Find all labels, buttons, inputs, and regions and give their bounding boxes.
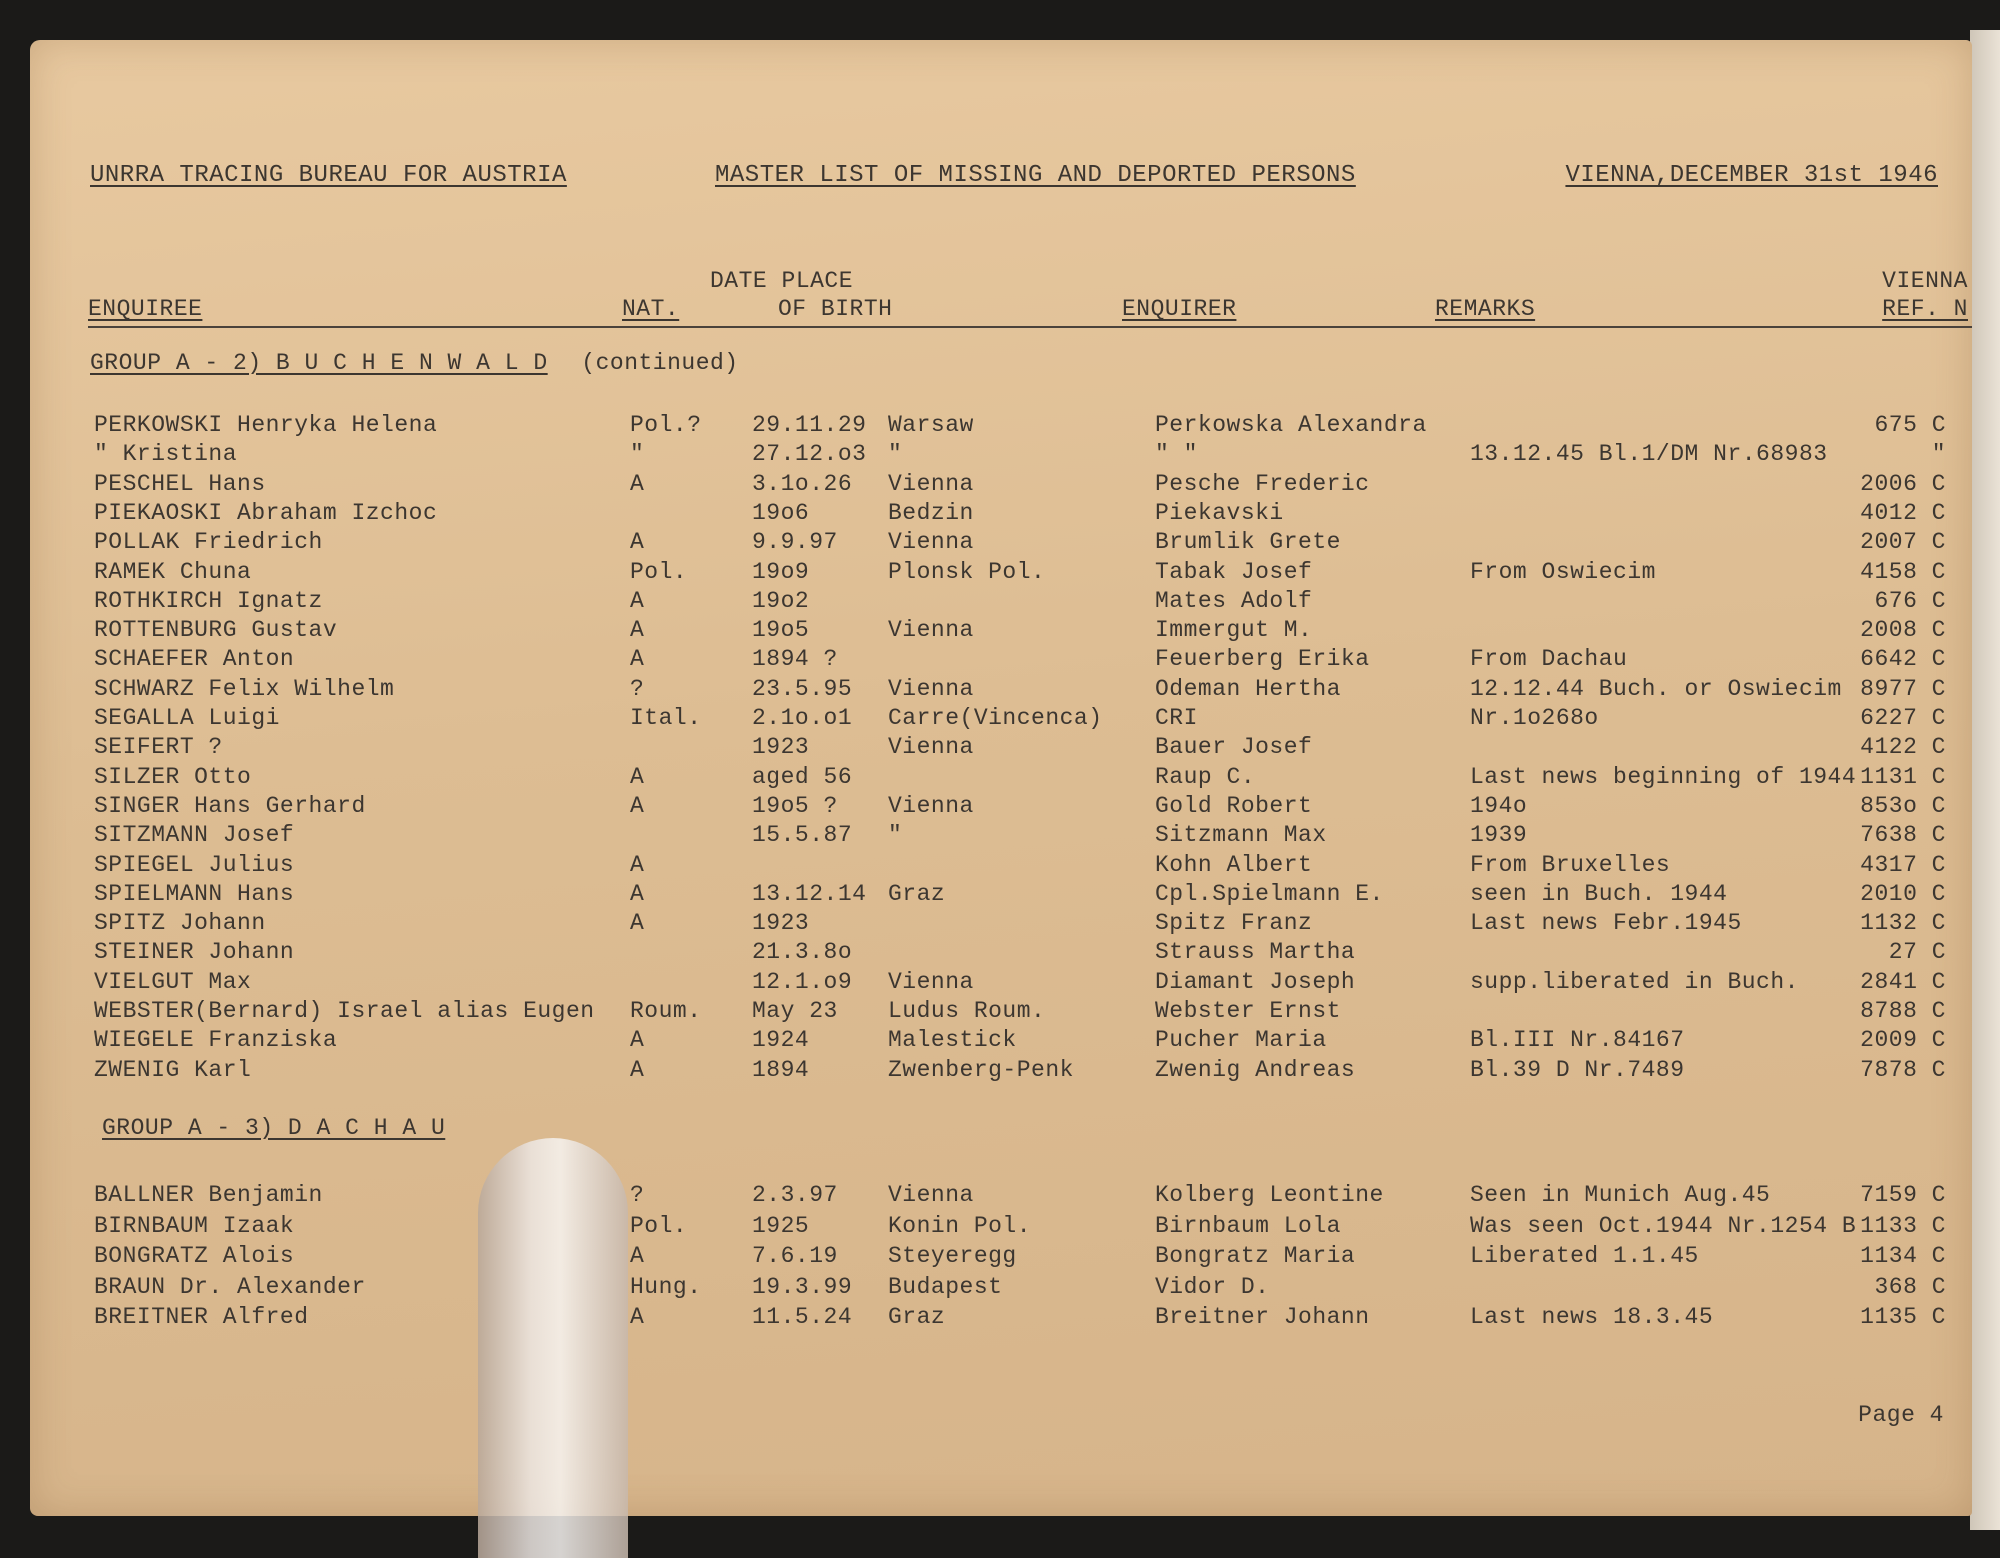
cell-place: Vienna [888, 470, 974, 497]
cell-nat: A [630, 1056, 645, 1083]
cell-enquirer: Webster Ernst [1155, 998, 1341, 1024]
cell-enquiree: SEGALLA Luigi [94, 705, 280, 731]
cell-enquiree: BONGRATZ Alois [94, 1243, 295, 1269]
col-date-place-bottom: OF BIRTH [778, 296, 893, 322]
cell-enquirer: Birnbaum Lola [1155, 1212, 1341, 1239]
cell-enquirer: Bauer Josef [1155, 734, 1313, 761]
cell-remarks: Liberated 1.1.45 [1470, 1243, 1699, 1269]
cell-date: 1923 [752, 910, 810, 937]
col-ref-bottom: REF. N [1882, 296, 1968, 322]
table-row [30, 1182, 1972, 1213]
cell-enquirer: Raup C. [1155, 763, 1256, 790]
cell-remarks: Bl.39 D Nr.7489 [1470, 1056, 1685, 1083]
cell-ref: 8977 C [1860, 675, 1946, 702]
cell-ref: 27 C [1888, 939, 1946, 966]
cell-enquirer: Zwenig Andreas [1155, 1056, 1356, 1083]
cell-date: 1925 [752, 1212, 810, 1239]
cell-enquiree: PERKOWSKI Henryka Helena [94, 412, 438, 438]
cell-ref: 1134 C [1860, 1243, 1946, 1269]
cell-enquirer: Kohn Albert [1155, 851, 1313, 878]
cell-ref: 676 C [1874, 587, 1946, 614]
table-row [30, 734, 1972, 763]
cell-nat: A [630, 529, 645, 556]
cell-place: Vienna [888, 968, 974, 995]
cell-enquirer: Kolberg Leontine [1155, 1182, 1384, 1208]
cell-ref: 8788 C [1860, 998, 1946, 1024]
table-row [30, 500, 1972, 529]
cell-enquiree: SILZER Otto [94, 763, 252, 790]
cell-enquirer: Gold Robert [1155, 792, 1313, 819]
cell-remarks: From Oswiecim [1470, 558, 1656, 585]
cell-ref: 6227 C [1860, 705, 1946, 731]
cell-date: 15.5.87 [752, 822, 853, 849]
cell-nat: A [630, 1027, 645, 1054]
cell-date: 1924 [752, 1027, 810, 1054]
cell-enquirer: Pesche Frederic [1155, 470, 1370, 497]
cell-nat: A [630, 1304, 645, 1330]
cell-ref: 1135 C [1860, 1304, 1946, 1330]
cell-enquiree: BALLNER Benjamin [94, 1182, 323, 1208]
cell-nat: ? [630, 1182, 645, 1208]
cell-enquiree: RAMEK Chuna [94, 558, 252, 585]
cell-place: Vienna [888, 792, 974, 819]
cell-ref: 6642 C [1860, 646, 1946, 673]
cell-enquirer: Perkowska Alexandra [1155, 412, 1427, 438]
table-row [30, 764, 1972, 793]
page-number: Page 4 [1858, 1402, 1944, 1428]
cell-enquiree: SCHWARZ Felix Wilhelm [94, 675, 395, 702]
cell-remarks: 13.12.45 Bl.1/DM Nr.68983 [1470, 441, 1828, 468]
table-row [30, 441, 1972, 470]
group-heading-buchenwald [90, 350, 739, 376]
cell-remarks: Seen in Munich Aug.45 [1470, 1182, 1771, 1208]
table-row [30, 646, 1972, 675]
cell-enquiree: PIEKAOSKI Abraham Izchoc [94, 499, 438, 526]
cell-date: 23.5.95 [752, 675, 853, 702]
cell-nat: A [630, 646, 645, 673]
header-title: MASTER LIST OF MISSING AND DEPORTED PERSONS [715, 162, 1356, 189]
cell-remarks: seen in Buch. 1944 [1470, 880, 1728, 907]
cell-date: 1894 ? [752, 646, 838, 673]
cell-enquiree: BRAUN Dr. Alexander [94, 1273, 366, 1300]
cell-enquirer: Mates Adolf [1155, 587, 1313, 614]
cell-remarks: 194o [1470, 792, 1528, 819]
cell-date: aged 56 [752, 763, 853, 790]
cell-place: Warsaw [888, 412, 974, 438]
table-row [30, 969, 1972, 998]
cell-enquirer: Cpl.Spielmann E. [1155, 880, 1384, 907]
cell-enquirer: Odeman Hertha [1155, 675, 1341, 702]
cell-ref: 4317 C [1860, 851, 1946, 878]
cell-date: 19o5 [752, 617, 810, 644]
cell-ref: 1133 C [1860, 1212, 1946, 1239]
cell-enquirer: Sitzmann Max [1155, 822, 1327, 849]
cell-nat: A [630, 1243, 645, 1269]
cell-enquiree: BIRNBAUM Izaak [94, 1212, 295, 1239]
table-row [30, 1057, 1972, 1086]
cell-date: 2.3.97 [752, 1182, 838, 1208]
cell-date: 1923 [752, 734, 810, 761]
cell-enquirer: Tabak Josef [1155, 558, 1313, 585]
col-enquirer: ENQUIRER [1122, 296, 1237, 322]
cell-enquirer: Vidor D. [1155, 1273, 1270, 1300]
cell-date: 21.3.8o [752, 939, 853, 966]
cell-enquirer: " " [1155, 441, 1198, 468]
cell-ref: 4122 C [1860, 734, 1946, 761]
cell-date: 2.1o.o1 [752, 705, 853, 731]
cell-place: " [888, 441, 903, 468]
cell-enquiree: BREITNER Alfred [94, 1304, 309, 1330]
cell-enquirer: Feuerberg Erika [1155, 646, 1370, 673]
cell-enquirer: Diamant Joseph [1155, 968, 1356, 995]
cell-enquiree: SINGER Hans Gerhard [94, 792, 366, 819]
cell-enquiree: PESCHEL Hans [94, 470, 266, 497]
cell-ref: 1131 C [1860, 763, 1946, 790]
cell-nat: Hung. [630, 1273, 702, 1300]
cell-remarks: 12.12.44 Buch. or Oswiecim [1470, 675, 1842, 702]
cell-date: 13.12.14 [752, 880, 867, 907]
cell-place: Bedzin [888, 499, 974, 526]
cell-place: Plonsk Pol. [888, 558, 1046, 585]
cell-remarks: supp.liberated in Buch. [1470, 968, 1799, 995]
cell-place: " [888, 822, 903, 849]
cell-ref: 7878 C [1860, 1056, 1946, 1083]
cell-ref: 7638 C [1860, 822, 1946, 849]
cell-date: 12.1.o9 [752, 968, 853, 995]
cell-enquirer: Immergut M. [1155, 617, 1313, 644]
table-row [30, 412, 1972, 441]
cell-date: 9.9.97 [752, 529, 838, 556]
cell-place: Steyeregg [888, 1243, 1017, 1269]
cell-nat: Pol. [630, 558, 688, 585]
cell-enquirer: Strauss Martha [1155, 939, 1356, 966]
cell-place: Carre(Vincenca) [888, 705, 1103, 731]
cell-place: Konin Pol. [888, 1212, 1032, 1239]
cell-enquiree: SCHAEFER Anton [94, 646, 295, 673]
next-page-edge [1970, 30, 2000, 1530]
cell-enquiree: WIEGELE Franziska [94, 1027, 338, 1054]
table-row [30, 1213, 1972, 1244]
cell-ref: 368 C [1874, 1273, 1946, 1300]
col-nat: NAT. [622, 296, 680, 322]
cell-date: 7.6.19 [752, 1243, 838, 1269]
cell-enquiree: SEIFERT ? [94, 734, 223, 761]
col-date-place-top: DATE PLACE [710, 268, 854, 294]
cell-enquirer: Bongratz Maria [1155, 1243, 1356, 1269]
header-place-date: VIENNA,DECEMBER 31st 1946 [1565, 162, 1938, 189]
cell-remarks: 1939 [1470, 822, 1528, 849]
cell-nat: A [630, 763, 645, 790]
cell-enquiree: SITZMANN Josef [94, 822, 295, 849]
cell-ref: 2007 C [1860, 529, 1946, 556]
header-rule [88, 326, 1972, 328]
table-row [30, 939, 1972, 968]
cell-place: Malestick [888, 1027, 1017, 1054]
cell-place: Vienna [888, 734, 974, 761]
cell-enquiree: VIELGUT Max [94, 968, 252, 995]
cell-date: 19.3.99 [752, 1273, 853, 1300]
table-row [30, 998, 1972, 1027]
cell-enquirer: Brumlik Grete [1155, 529, 1341, 556]
cell-nat: A [630, 792, 645, 819]
cell-nat: A [630, 470, 645, 497]
cell-nat: A [630, 880, 645, 907]
cell-enquiree: ROTHKIRCH Ignatz [94, 587, 323, 614]
cell-ref: 2009 C [1860, 1027, 1946, 1054]
cell-date: 19o6 [752, 499, 810, 526]
cell-place: Vienna [888, 675, 974, 702]
document-page [30, 40, 1972, 1516]
table-row [30, 1243, 1972, 1274]
binder-clip [478, 1138, 628, 1558]
cell-date: 29.11.29 [752, 412, 867, 438]
cell-date: May 23 [752, 998, 838, 1024]
cell-nat: Roum. [630, 998, 702, 1024]
cell-enquirer: Pucher Maria [1155, 1027, 1327, 1054]
cell-date: 1894 [752, 1056, 810, 1083]
cell-nat: A [630, 617, 645, 644]
cell-enquirer: CRI [1155, 705, 1198, 731]
cell-remarks: Last news 18.3.45 [1470, 1304, 1714, 1330]
cell-date: 3.1o.26 [752, 470, 853, 497]
table-row [30, 881, 1972, 910]
cell-nat: Ital. [630, 705, 702, 731]
cell-enquirer: Breitner Johann [1155, 1304, 1370, 1330]
cell-enquiree: SPIELMANN Hans [94, 880, 295, 907]
cell-date: 19o2 [752, 587, 810, 614]
col-ref-top: VIENNA [1882, 268, 1968, 294]
cell-enquiree: WEBSTER(Bernard) Israel alias Eugen [94, 998, 595, 1024]
group-suffix: (continued) [581, 350, 739, 376]
cell-place: Zwenberg-Penk [888, 1056, 1074, 1083]
cell-place: Ludus Roum. [888, 998, 1046, 1024]
cell-enquiree: POLLAK Friedrich [94, 529, 323, 556]
table-row [30, 793, 1972, 822]
cell-nat: " [630, 441, 645, 468]
cell-ref: 4012 C [1860, 499, 1946, 526]
table-row [30, 471, 1972, 500]
cell-ref: 2841 C [1860, 968, 1946, 995]
cell-enquiree: STEINER Johann [94, 939, 295, 966]
table-row [30, 559, 1972, 588]
cell-ref: 2006 C [1860, 470, 1946, 497]
cell-enquiree: ROTTENBURG Gustav [94, 617, 338, 644]
table-row [30, 910, 1972, 939]
cell-remarks: From Dachau [1470, 646, 1628, 673]
table-row [30, 1027, 1972, 1056]
cell-enquiree: SPIEGEL Julius [94, 851, 295, 878]
group-title: GROUP A - 2) B U C H E N W A L D [90, 350, 548, 376]
cell-place: Vienna [888, 529, 974, 556]
cell-ref: 4158 C [1860, 558, 1946, 585]
cell-remarks: Was seen Oct.1944 Nr.1254 B [1470, 1212, 1857, 1239]
cell-date: 11.5.24 [752, 1304, 853, 1330]
cell-place: Vienna [888, 617, 974, 644]
cell-date: 19o9 [752, 558, 810, 585]
cell-enquirer: Piekavski [1155, 499, 1284, 526]
cell-place: Budapest [888, 1273, 1003, 1300]
cell-place: Graz [888, 1304, 946, 1330]
cell-nat: Pol. [630, 1212, 688, 1239]
table-row [30, 852, 1972, 881]
group-heading-dachau [102, 1115, 445, 1141]
cell-remarks: From Bruxelles [1470, 851, 1671, 878]
cell-nat: ? [630, 675, 645, 702]
cell-date: 19o5 ? [752, 792, 838, 819]
table-row [30, 617, 1972, 646]
table-row [30, 676, 1972, 705]
cell-nat: A [630, 851, 645, 878]
group-title: GROUP A - 3) D A C H A U [102, 1115, 446, 1141]
cell-enquirer: Spitz Franz [1155, 910, 1313, 937]
cell-ref: 675 C [1874, 412, 1946, 438]
cell-enquiree: " Kristina [94, 441, 238, 468]
cell-ref: 1132 C [1860, 910, 1946, 937]
table-row [30, 705, 1972, 734]
table-row [30, 1274, 1972, 1305]
cell-ref: 2008 C [1860, 617, 1946, 644]
cell-nat: A [630, 587, 645, 614]
cell-enquiree: ZWENIG Karl [94, 1056, 252, 1083]
table-row [30, 588, 1972, 617]
table-row [30, 529, 1972, 558]
col-remarks: REMARKS [1435, 296, 1536, 322]
cell-remarks: Last news Febr.1945 [1470, 910, 1742, 937]
cell-place: Vienna [888, 1182, 974, 1208]
cell-nat: Pol.? [630, 412, 702, 438]
cell-remarks: Last news beginning of 1944 [1470, 763, 1857, 790]
cell-ref: 853o C [1860, 792, 1946, 819]
header-org: UNRRA TRACING BUREAU FOR AUSTRIA [90, 162, 567, 189]
cell-date: 27.12.o3 [752, 441, 867, 468]
cell-ref: 7159 C [1860, 1182, 1946, 1208]
cell-ref: 2010 C [1860, 880, 1946, 907]
cell-ref: " [1931, 441, 1946, 468]
cell-enquiree: SPITZ Johann [94, 910, 266, 937]
cell-remarks: Bl.III Nr.84167 [1470, 1027, 1685, 1054]
cell-nat: A [630, 910, 645, 937]
col-enquiree: ENQUIREE [88, 296, 203, 322]
table-row [30, 822, 1972, 851]
cell-place: Graz [888, 880, 946, 907]
cell-remarks: Nr.1o268o [1470, 705, 1599, 731]
table-row [30, 1304, 1972, 1335]
